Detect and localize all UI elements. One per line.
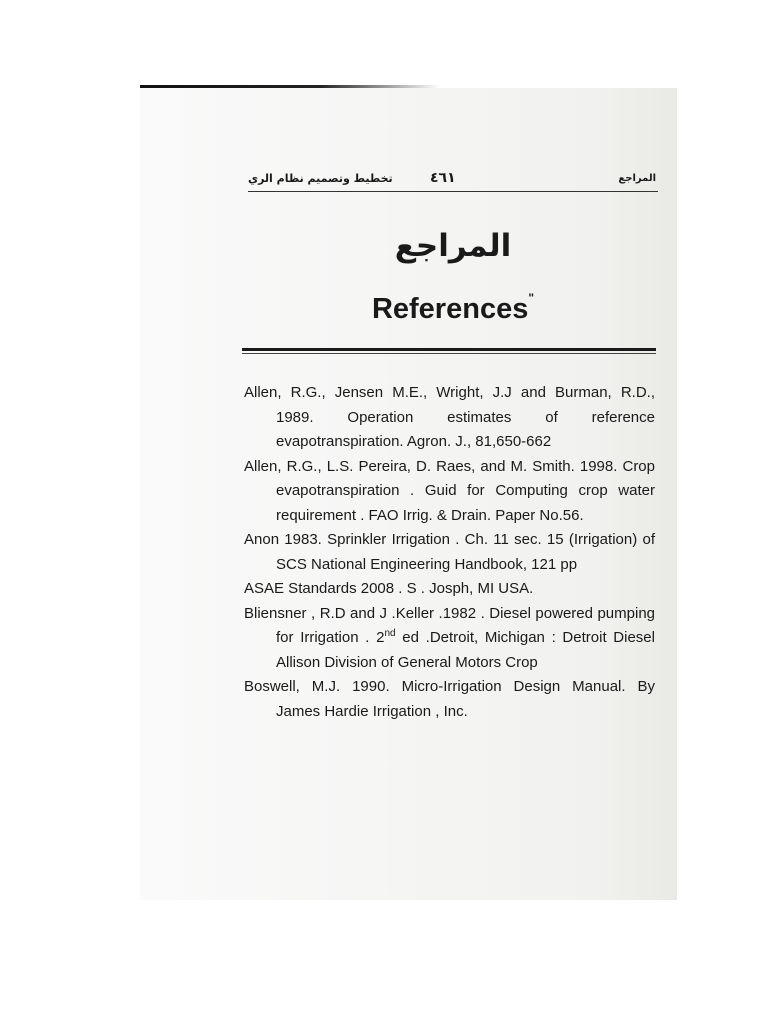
page-title-english bbox=[248, 293, 658, 326]
header-divider bbox=[248, 191, 658, 192]
title-divider-thick bbox=[242, 348, 656, 351]
running-header-book-title: تخطيط وتصميم نظام الري bbox=[248, 172, 393, 185]
reference-entry: Allen, R.G., Jensen M.E., Wright, J.J and Burman, R.D., 1989. Operation estimates of reference evapotranspiration. Agron. J., 81,650-662 bbox=[244, 384, 655, 450]
reference-entry: Boswell, M.J. 1990. Micro-Irrigation Design Manual. By James Hardie Irrigation , Inc. bbox=[244, 678, 655, 720]
reference-entry: Anon 1983. Sprinkler Irrigation . Ch. 11 sec. 15 (Irrigation) of SCS National Engineering Handbook, 121 pp bbox=[244, 531, 655, 573]
reference-entry bbox=[244, 602, 655, 676]
title-divider-thin bbox=[242, 353, 656, 354]
reference-text-part: Bliensner , R.D and J .Keller .1982 . Diesel powered pumping for Irrigation . 2 bbox=[244, 604, 655, 646]
reference-superscript: nd bbox=[384, 628, 396, 639]
reference-text-part: ed .Detroit, Michigan : Detroit Diesel Allison Division of General Motors Crop bbox=[276, 629, 655, 671]
reference-entry: ASAE Standards 2008 . S . Josph, MI USA. bbox=[244, 580, 534, 597]
page-number: ٤٦١ bbox=[430, 170, 456, 186]
page-edge-rule bbox=[140, 85, 440, 88]
page-title-english-text: References bbox=[371, 293, 529, 325]
reference-entry: Allen, R.G., L.S. Pereira, D. Raes, and M. Smith. 1998. Crop evapotranspiration . Guid for Computing crop water requirement . FAO Irrig. & Drain. Paper No.56. bbox=[244, 457, 655, 524]
running-header-section-name: المراجع bbox=[618, 173, 656, 184]
reference-list bbox=[244, 381, 655, 724]
page-title-arabic: المراجع bbox=[394, 228, 512, 264]
running-header bbox=[248, 170, 656, 192]
title-mark: " bbox=[528, 291, 535, 305]
